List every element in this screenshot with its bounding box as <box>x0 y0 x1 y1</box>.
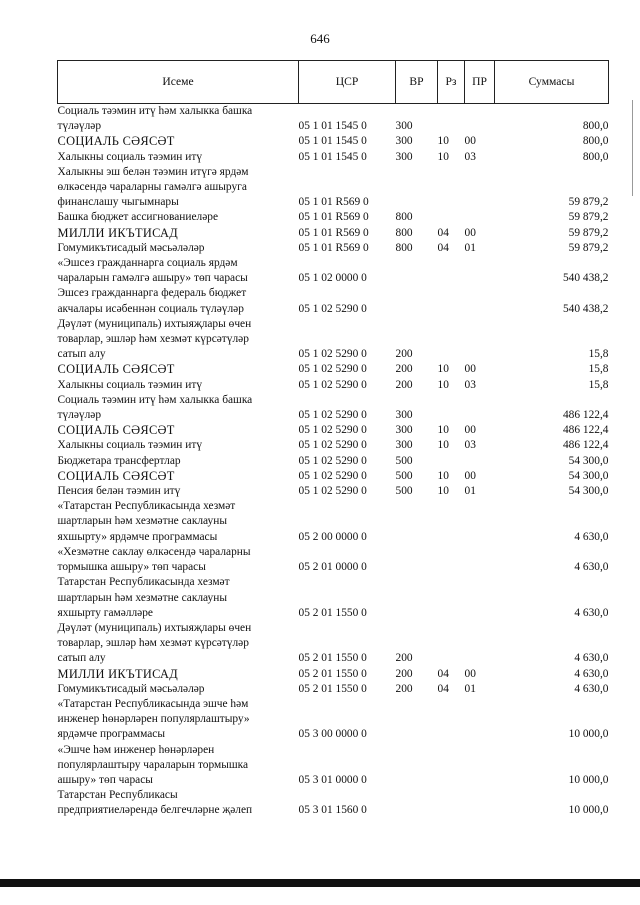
row-name-line: МИЛЛИ ИКЪТИСАД <box>57 225 179 240</box>
row-rz: 10 <box>437 469 449 482</box>
row-pr <box>465 317 495 363</box>
row-vr: 500 <box>395 485 413 498</box>
row-csr: 05 1 01 1545 0 <box>298 120 367 133</box>
row-name-line: Халыкны социаль тәэмин итү <box>57 439 203 452</box>
row-vr: 300 <box>395 409 413 422</box>
row-name <box>58 256 299 286</box>
row-rz: 10 <box>437 150 449 163</box>
row-name <box>58 150 299 165</box>
row-name <box>58 317 299 363</box>
row-rz <box>438 545 465 575</box>
row-csr: 05 2 01 1550 0 <box>298 652 367 665</box>
row-name <box>58 378 299 393</box>
scan-bottom-bar <box>0 879 640 887</box>
row-sum: 540 438,2 <box>562 272 609 285</box>
row-name <box>58 210 299 225</box>
row-rz <box>438 104 465 135</box>
row-name-line: акчалары исәбеннән социаль түләүләр <box>57 302 244 315</box>
row-rz: 10 <box>437 439 449 452</box>
table-row <box>58 423 609 438</box>
row-csr: 05 3 01 1560 0 <box>298 804 367 817</box>
row-vr <box>396 256 438 286</box>
row-csr: 05 1 02 0000 0 <box>298 272 367 285</box>
row-csr: 05 1 02 5290 0 <box>298 469 367 482</box>
row-sum: 486 122,4 <box>562 409 609 422</box>
row-pr <box>465 210 495 225</box>
row-csr: 05 1 01 R569 0 <box>298 241 369 254</box>
table-header-row <box>58 61 609 104</box>
row-name-line: предприятиеләрендә белгечләрне җәлеп <box>57 804 253 817</box>
row-vr: 200 <box>395 682 413 695</box>
row-name <box>58 226 299 241</box>
row-name-line: ашыру» төп чарасы <box>57 773 153 786</box>
table-row <box>58 210 609 225</box>
row-sum: 54 300,0 <box>568 469 609 482</box>
row-name-line: СОЦИАЛЬ СӘЯСӘТ <box>57 134 175 149</box>
row-name-line: Халыкны социаль тәэмин итү <box>57 150 203 163</box>
row-pr <box>465 104 495 135</box>
table-row <box>58 682 609 697</box>
row-name-line: яхшырту гамәлләре <box>57 606 153 619</box>
row-name-line: шартларын һәм хезмәтне саклауны <box>57 515 227 528</box>
row-name-line: яхшырту» ярдәмче программасы <box>57 530 218 543</box>
row-name <box>58 575 299 621</box>
row-name-line: «Татарстан Республикасында хезмәт <box>57 500 236 513</box>
row-rz: 04 <box>437 682 449 695</box>
table-row <box>58 484 609 499</box>
row-name-line: Гомумикътисадый мәсьәләләр <box>57 241 205 254</box>
row-name-line: өлкәсендә чараларны гамәлгә ашыруга <box>57 181 247 194</box>
row-name <box>58 393 299 423</box>
row-vr: 800 <box>395 226 413 239</box>
row-name-line: Социаль тәэмин итү һәм халыкка башка <box>57 393 253 406</box>
row-csr: 05 3 00 0000 0 <box>298 728 367 741</box>
row-pr: 00 <box>464 424 476 437</box>
page-number: 646 <box>310 31 330 46</box>
row-csr: 05 1 01 1545 0 <box>298 150 367 163</box>
row-sum: 486 122,4 <box>562 424 609 437</box>
row-name-line: Халыкны социаль тәэмин итү <box>57 378 203 391</box>
row-csr: 05 1 02 5290 0 <box>298 378 367 391</box>
row-rz: 04 <box>437 241 449 254</box>
row-name <box>58 165 299 211</box>
row-name <box>58 484 299 499</box>
row-vr: 800 <box>395 211 413 224</box>
row-name-line: сатып алу <box>57 348 106 361</box>
table-row <box>58 286 609 316</box>
table-row <box>58 788 609 818</box>
header-name: Исеме <box>58 61 299 104</box>
row-vr: 200 <box>395 378 413 391</box>
row-name-line: Пенсия белән тәэмин итү <box>57 485 181 498</box>
row-pr <box>465 697 495 743</box>
row-name-line: Халыкны эш белән тәэмин итүгә ярдәм <box>57 165 249 178</box>
row-pr: 00 <box>464 469 476 482</box>
table-row <box>58 104 609 135</box>
row-rz <box>438 743 465 789</box>
row-name <box>58 743 299 789</box>
row-vr: 200 <box>395 652 413 665</box>
row-pr: 03 <box>464 378 476 391</box>
row-name-line: «Хезмәтне саклау өлкәсендә чараларны <box>57 545 251 558</box>
row-sum: 4 630,0 <box>574 667 609 680</box>
row-rz <box>438 697 465 743</box>
table-row <box>58 226 609 241</box>
row-vr: 300 <box>395 424 413 437</box>
row-vr: 500 <box>395 454 413 467</box>
row-sum: 15,8 <box>588 363 609 376</box>
row-pr: 01 <box>464 241 476 254</box>
row-vr <box>396 575 438 621</box>
row-rz <box>438 393 465 423</box>
row-rz <box>438 210 465 225</box>
row-pr <box>465 575 495 621</box>
row-pr: 01 <box>464 485 476 498</box>
row-csr: 05 1 01 R569 0 <box>298 211 369 224</box>
table-row <box>58 667 609 682</box>
row-name-line: финанслашу чыгымнары <box>57 196 179 209</box>
budget-table-container <box>57 60 608 819</box>
row-sum: 54 300,0 <box>568 485 609 498</box>
row-vr <box>396 697 438 743</box>
row-csr: 05 2 00 0000 0 <box>298 530 367 543</box>
row-sum: 15,8 <box>588 378 609 391</box>
row-rz <box>438 499 465 545</box>
table-row <box>58 317 609 363</box>
table-row <box>58 241 609 256</box>
row-pr: 00 <box>464 667 476 680</box>
row-name-line: инженер һөнәрләрен популярлаштыру» <box>57 713 250 726</box>
row-csr: 05 1 02 5290 0 <box>298 424 367 437</box>
row-name <box>58 454 299 469</box>
row-name <box>58 499 299 545</box>
row-rz <box>438 575 465 621</box>
row-name-line: Башка бюджет ассигнованиеләре <box>57 211 219 224</box>
row-csr: 05 1 01 R569 0 <box>298 226 369 239</box>
row-csr: 05 1 02 5290 0 <box>298 348 367 361</box>
row-sum: 800,0 <box>582 135 609 148</box>
row-name <box>58 682 299 697</box>
row-rz <box>438 256 465 286</box>
row-rz <box>438 454 465 469</box>
row-pr <box>465 499 495 545</box>
row-csr: 05 3 01 0000 0 <box>298 773 367 786</box>
row-name-line: Татарстан Республикасында хезмәт <box>57 576 230 589</box>
row-csr: 05 2 01 1550 0 <box>298 682 367 695</box>
table-row <box>58 393 609 423</box>
header-rz: Рз <box>438 61 465 104</box>
table-row <box>58 469 609 484</box>
row-pr: 00 <box>464 363 476 376</box>
row-name <box>58 286 299 316</box>
header-csr: ЦСР <box>299 61 396 104</box>
row-vr: 300 <box>395 150 413 163</box>
row-vr: 300 <box>395 135 413 148</box>
row-sum: 4 630,0 <box>574 530 609 543</box>
row-pr <box>465 788 495 818</box>
table-row <box>58 438 609 453</box>
row-name <box>58 621 299 667</box>
row-name-line: СОЦИАЛЬ СӘЯСӘТ <box>57 423 175 438</box>
row-name-line: түләүләр <box>57 120 102 133</box>
row-vr <box>396 788 438 818</box>
table-row <box>58 362 609 377</box>
row-rz <box>438 788 465 818</box>
row-name-line: Дәүләт (муниципаль) ихтыяҗлары өчен <box>57 621 252 634</box>
row-sum: 4 630,0 <box>574 606 609 619</box>
header-vr: ВР <box>396 61 438 104</box>
table-row <box>58 545 609 575</box>
table-row <box>58 575 609 621</box>
row-vr <box>396 286 438 316</box>
row-sum: 540 438,2 <box>562 302 609 315</box>
table-row <box>58 621 609 667</box>
row-sum: 10 000,0 <box>568 728 609 741</box>
row-csr: 05 2 01 1550 0 <box>298 606 367 619</box>
row-name-line: Социаль тәэмин итү һәм халыкка башка <box>57 105 253 117</box>
row-pr: 01 <box>464 682 476 695</box>
row-pr <box>465 621 495 667</box>
row-name <box>58 667 299 682</box>
row-pr: 00 <box>464 135 476 148</box>
row-name <box>58 241 299 256</box>
row-vr: 300 <box>395 439 413 452</box>
row-name-line: чараларын гамәлгә ашыру» төп чарасы <box>57 272 248 285</box>
row-name-line: Татарстан Республикасы <box>57 789 178 802</box>
row-name <box>58 697 299 743</box>
row-sum: 59 879,2 <box>568 226 609 239</box>
row-rz: 04 <box>437 667 449 680</box>
table-row <box>58 454 609 469</box>
row-vr: 500 <box>395 469 413 482</box>
row-sum: 4 630,0 <box>574 652 609 665</box>
row-csr: 05 2 01 0000 0 <box>298 561 367 574</box>
row-sum: 4 630,0 <box>574 682 609 695</box>
row-csr: 05 1 02 5290 0 <box>298 302 367 315</box>
row-name <box>58 469 299 484</box>
row-name <box>58 362 299 377</box>
row-rz <box>438 286 465 316</box>
header-pr: ПР <box>465 61 495 104</box>
row-name-line: сатып алу <box>57 652 106 665</box>
row-sum: 800,0 <box>582 120 609 133</box>
row-name-line: Дәүләт (муниципаль) ихтыяҗлары өчен <box>57 317 252 330</box>
row-csr: 05 1 02 5290 0 <box>298 439 367 452</box>
row-vr: 200 <box>395 363 413 376</box>
row-pr <box>465 393 495 423</box>
row-csr: 05 1 02 5290 0 <box>298 363 367 376</box>
row-name-line: шартларын һәм хезмәтне саклауны <box>57 591 227 604</box>
row-sum: 59 879,2 <box>568 241 609 254</box>
row-rz: 10 <box>437 135 449 148</box>
row-rz: 04 <box>437 226 449 239</box>
row-name-line: МИЛЛИ ИКЪТИСАД <box>57 666 179 681</box>
row-name-line: товарлар, эшләр һәм хезмәт күрсәтүләр <box>57 333 249 346</box>
row-name <box>58 423 299 438</box>
row-vr: 200 <box>395 348 413 361</box>
row-csr: 05 1 01 R569 0 <box>298 196 369 209</box>
row-vr <box>396 165 438 211</box>
row-pr: 00 <box>464 226 476 239</box>
row-name-line: Гомумикътисадый мәсьәләләр <box>57 682 205 695</box>
row-vr: 200 <box>395 667 413 680</box>
row-pr: 03 <box>464 439 476 452</box>
row-sum: 59 879,2 <box>568 196 609 209</box>
row-name <box>58 104 299 135</box>
row-name-line: «Эшсез гражданнарга социаль ярдәм <box>57 257 238 270</box>
row-vr <box>396 743 438 789</box>
row-name-line: Эшсез гражданнарга федераль бюджет <box>57 287 247 300</box>
row-pr <box>465 256 495 286</box>
row-rz: 10 <box>437 378 449 391</box>
table-row <box>58 165 609 211</box>
row-sum: 54 300,0 <box>568 454 609 467</box>
row-sum: 486 122,4 <box>562 439 609 452</box>
row-rz: 10 <box>437 485 449 498</box>
row-csr: 05 1 02 5290 0 <box>298 409 367 422</box>
row-csr: 05 1 02 5290 0 <box>298 454 367 467</box>
row-sum: 10 000,0 <box>568 773 609 786</box>
row-name-line: популярлаштыру чараларын тормышка <box>57 758 249 771</box>
row-name-line: «Татарстан Республикасында эшче һәм <box>57 697 249 710</box>
row-vr <box>396 499 438 545</box>
row-name <box>58 545 299 575</box>
row-pr: 03 <box>464 150 476 163</box>
row-name-line: товарлар, эшләр һәм хезмәт күрсәтүләр <box>57 637 249 650</box>
table-row <box>58 499 609 545</box>
row-rz <box>438 317 465 363</box>
row-pr <box>465 454 495 469</box>
row-csr: 05 1 01 1545 0 <box>298 135 367 148</box>
row-name-line: тормышка ашыру» төп чарасы <box>57 561 206 574</box>
row-sum: 10 000,0 <box>568 804 609 817</box>
row-name-line: Бюджетара трансфертлар <box>57 454 181 467</box>
row-name-line: СОЦИАЛЬ СӘЯСӘТ <box>57 362 175 377</box>
row-name <box>58 438 299 453</box>
table-body <box>58 104 609 819</box>
table-row <box>58 697 609 743</box>
row-name <box>58 788 299 818</box>
table-row <box>58 150 609 165</box>
row-name-line: түләүләр <box>57 409 102 422</box>
row-rz: 10 <box>437 424 449 437</box>
row-rz: 10 <box>437 363 449 376</box>
row-vr: 800 <box>395 241 413 254</box>
table-row <box>58 256 609 286</box>
header-sum: Суммасы <box>495 61 609 104</box>
budget-table <box>57 60 609 819</box>
row-csr: 05 1 02 5290 0 <box>298 485 367 498</box>
row-sum: 59 879,2 <box>568 211 609 224</box>
row-sum: 800,0 <box>582 150 609 163</box>
row-pr <box>465 286 495 316</box>
row-name <box>58 134 299 149</box>
row-sum: 15,8 <box>588 348 609 361</box>
row-rz <box>438 621 465 667</box>
row-csr: 05 2 01 1550 0 <box>298 667 367 680</box>
table-row <box>58 134 609 149</box>
row-sum: 4 630,0 <box>574 561 609 574</box>
row-pr <box>465 743 495 789</box>
scan-edge-line <box>632 100 633 196</box>
row-name-line: СОЦИАЛЬ СӘЯСӘТ <box>57 468 175 483</box>
row-name-line: «Эшче һәм инженер һөнәрләрен <box>57 743 215 756</box>
row-pr <box>465 545 495 575</box>
table-row <box>58 378 609 393</box>
row-rz <box>438 165 465 211</box>
table-row <box>58 743 609 789</box>
row-name-line: ярдәмче программасы <box>57 728 165 741</box>
row-vr: 300 <box>395 120 413 133</box>
row-pr <box>465 165 495 211</box>
row-vr <box>396 545 438 575</box>
